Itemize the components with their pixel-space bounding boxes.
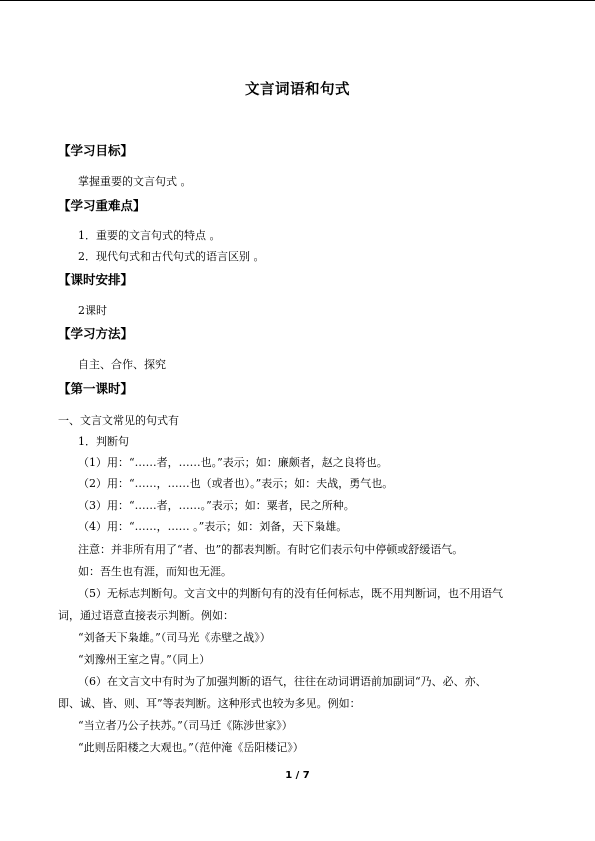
schedule-item: 2课时 [78, 304, 107, 317]
item6-line-2: 即、诚、皆、则、耳”等表判断。这种形式也较为多见。例如： [58, 697, 361, 710]
part-title: 一、文言文常见的句式有 [58, 414, 179, 427]
heading-schedule: 【课时安排】 [58, 272, 134, 287]
usage-3: （3）用：“……者，……。”表示；如：粟者，民之所种。 [78, 499, 355, 512]
usage-2: （2）用：“……，……也（或者也）。”表示；如：夫战，勇气也。 [78, 477, 394, 490]
page-number: 1 / 7 [285, 770, 310, 781]
note: 注意：并非所有用了“者、也”的都表判断。有时它们表示句中停顿或舒缓语气。 [78, 543, 464, 556]
quote-1: “刘备天下枭雄。”（司马光《赤壁之战》） [78, 631, 271, 644]
heading-first-lesson: 【第一课时】 [58, 381, 134, 396]
top-rule [0, 0, 595, 1]
usage-1: （1）用：“……者，……也。”表示；如：廉颇者，赵之良将也。 [78, 456, 388, 469]
key-difficulties-item-2: 2．现代句式和古代句式的语言区别 。 [78, 250, 265, 263]
usage-4: （4）用：“……，…… 。”表示；如：刘备，天下枭雄。 [78, 520, 348, 533]
learning-goals-item: 掌握重要的文言句式 。 [78, 175, 192, 188]
quote-2: “刘豫州王室之胄。”（同上） [78, 653, 211, 666]
heading-key-difficulties: 【学习重难点】 [58, 198, 146, 213]
item5-line-2: 词，通过语意直接表示判断。例如： [58, 609, 234, 622]
quote-3: “当立者乃公子扶苏。”（司马迁《陈涉世家》） [78, 719, 293, 732]
page-title: 文言词语和句式 [245, 82, 350, 98]
subtitle-judgment: 1．判断句 [78, 435, 129, 448]
key-difficulties-item-1: 1．重要的文言句式的特点 。 [78, 229, 221, 242]
quote-4: “此则岳阳楼之大观也。”（范仲淹《岳阳楼记》） [78, 741, 304, 754]
heading-methods: 【学习方法】 [58, 326, 134, 341]
methods-item: 自主、合作、探究 [78, 358, 166, 371]
note-example: 如：吾生也有涯，而知也无涯。 [78, 565, 232, 578]
item6-line-1: （6）在文言文中有时为了加强判断的语气，往往在动词谓语前加副词“乃、必、亦、 [78, 675, 487, 688]
item5-line-1: （5）无标志判断句。文言文中的判断句有的没有任何标志，既不用判断词，也不用语气 [78, 587, 503, 600]
heading-learning-goals: 【学习目标】 [58, 143, 134, 158]
